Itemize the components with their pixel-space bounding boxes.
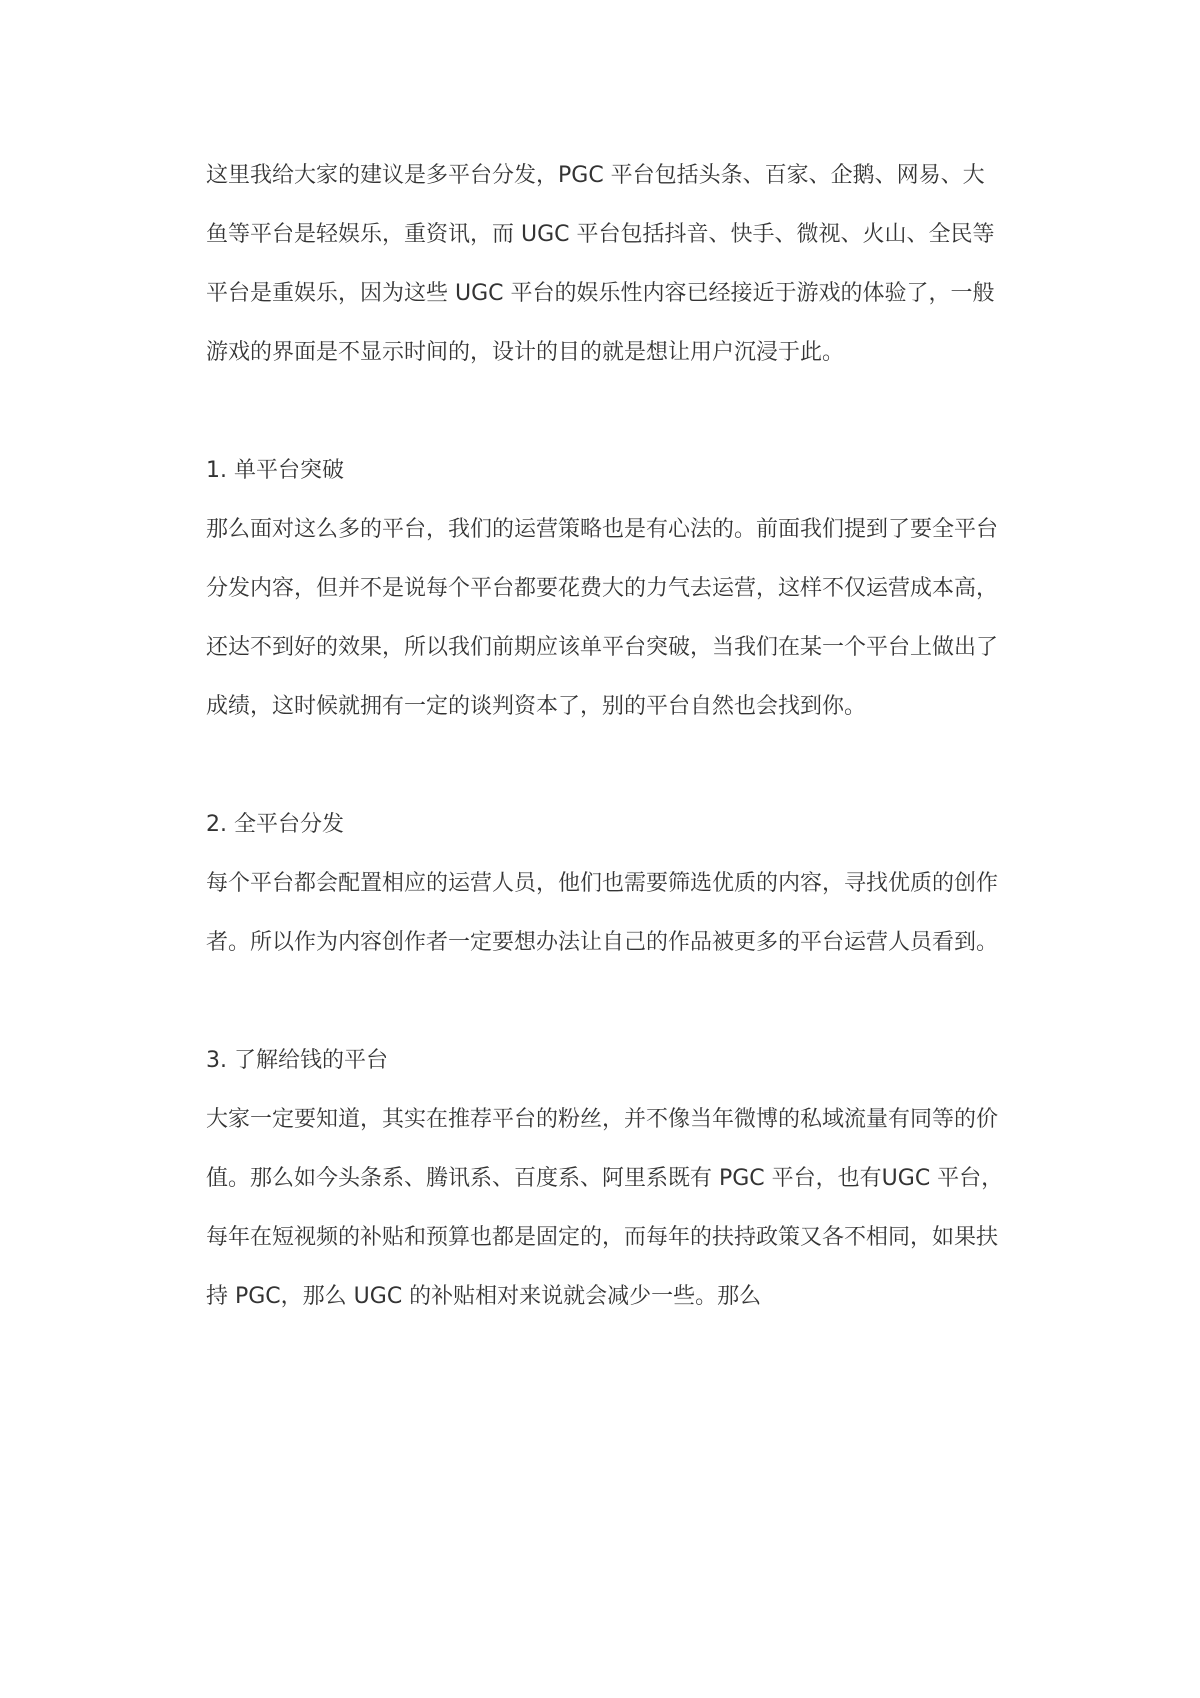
section-all-platform xyxy=(206,795,1006,972)
section-spacer xyxy=(206,382,1006,441)
section-heading-single-platform: 1. 单平台突破 xyxy=(206,458,344,483)
intro-paragraph: 这里我给大家的建议是多平台分发，PGC 平台包括头条、百家、企鹅、网易、大鱼等平台是轻娱乐，重资讯，而 UGC 平台包括抖音、快手、微视、火山、全民等平台是重娱乐，因为这些 UGC 平台的娱乐性内容已经接近于游戏的体验了，一般游戏的界面是不显示时间的，设计的目的就是想让用户沉浸于此。 xyxy=(206,163,995,365)
section-heading-paying-platform: 3. 了解给钱的平台 xyxy=(206,1048,388,1073)
section-body-all-platform: 每个平台都会配置相应的运营人员，他们也需要筛选优质的内容，寻找优质的创作者。所以作为内容创作者一定要想办法让自己的作品被更多的平台运营人员看到。 xyxy=(206,871,999,955)
section-single-platform xyxy=(206,441,1006,736)
section-heading-all-platform: 2. 全平台分发 xyxy=(206,812,344,837)
section-paying-platform xyxy=(206,1031,1006,1326)
section-spacer xyxy=(206,736,1006,795)
section-body-paying-platform: 大家一定要知道，其实在推荐平台的粉丝，并不像当年微博的私域流量有同等的价值。那么如今头条系、腾讯系、百度系、阿里系既有 PGC 平台，也有UGC 平台，每年在短视频的补贴和预算也都是固定的，而每年的扶持政策又各不相同，如果扶持 PGC，那么 UGC 的补贴相对来说就会减少一些。那么 xyxy=(206,1107,1004,1309)
section-body-single-platform: 那么面对这么多的平台，我们的运营策略也是有心法的。前面我们提到了要全平台分发内容，但并不是说每个平台都要花费大的力气去运营，这样不仅运营成本高，还达不到好的效果，所以我们前期应该单平台突破，当我们在某一个平台上做出了成绩，这时候就拥有一定的谈判资本了，别的平台自然也会找到你。 xyxy=(206,517,999,719)
article-content xyxy=(206,146,1006,1326)
section-spacer xyxy=(206,972,1006,1031)
